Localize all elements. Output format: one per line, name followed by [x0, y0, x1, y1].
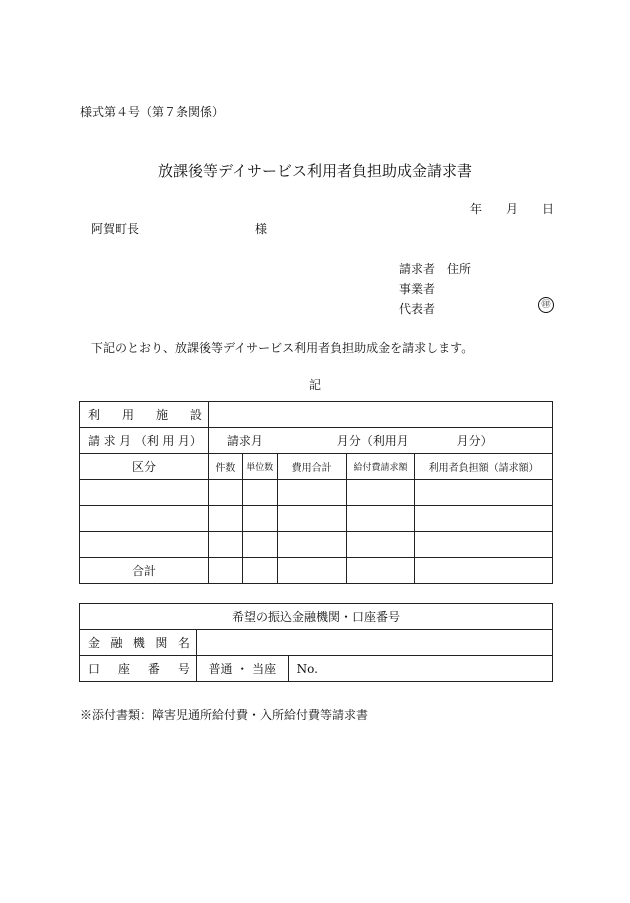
representative-label: 代表者 [399, 302, 436, 316]
institution-label-char: 名 [177, 636, 190, 650]
claimant-label: 請求者 [399, 262, 436, 276]
form-number: 様式第４号（第７条関係） [80, 105, 225, 119]
attachment-note: ※添付書類：障害児通所給付費・入所給付費等請求書 [80, 708, 369, 722]
bank-header: 希望の振込金融機関・口座番号 [80, 604, 553, 630]
date-day-label: 日 [541, 202, 554, 216]
account-label-char: 番 [147, 662, 160, 676]
table-cell[interactable] [277, 506, 346, 532]
table-cell[interactable] [242, 558, 277, 584]
facility-label-char: 用 [121, 408, 134, 422]
facility-label-char: 利 [88, 408, 101, 422]
institution-label-char: 機 [132, 636, 145, 650]
header-category: 区分 [80, 454, 209, 480]
seal-mark: ㊞ [538, 297, 554, 313]
account-number-cell[interactable] [288, 656, 552, 682]
account-label-char: 座 [117, 662, 130, 676]
table-cell[interactable] [242, 506, 277, 532]
institution-row [80, 630, 553, 656]
table-cell[interactable] [80, 532, 209, 558]
facility-value-cell[interactable] [208, 402, 552, 428]
date-line [470, 200, 554, 217]
account-no-label: No. [296, 661, 318, 676]
facility-label-char: 施 [155, 408, 168, 422]
table-cell[interactable] [415, 506, 553, 532]
account-row [80, 656, 553, 682]
table-cell[interactable] [277, 480, 346, 506]
claim-month-label-char: 用 [162, 434, 175, 448]
table-cell[interactable] [346, 480, 415, 506]
institution-label-char: 融 [110, 636, 123, 650]
header-user-burden: 利用者負担額（請求額） [415, 454, 553, 480]
claim-month-label-char: 月 [119, 434, 132, 448]
claim-month-label-char: 請 [88, 434, 101, 448]
claim-month-c: 月分） [456, 434, 493, 448]
date-year-label: 年 [470, 202, 483, 216]
table-cell[interactable] [415, 532, 553, 558]
account-label-char: 号 [177, 662, 190, 676]
table-row [80, 506, 553, 532]
bank-table [79, 603, 553, 682]
table-cell[interactable] [346, 506, 415, 532]
addressee-honorific: 様 [255, 222, 268, 236]
table-cell[interactable] [415, 558, 553, 584]
header-count: 件数 [208, 454, 242, 480]
facility-row [80, 402, 553, 428]
account-label-char: 口 [88, 662, 101, 676]
document-title: 放課後等デイサービス利用者負担助成金請求書 [158, 162, 472, 180]
table-row [80, 480, 553, 506]
account-label-cell [80, 656, 197, 682]
business-label: 事業者 [399, 282, 436, 296]
address-label: 住所 [447, 262, 472, 276]
header-units: 単位数 [242, 454, 277, 480]
table-cell[interactable] [242, 480, 277, 506]
institution-label-char: 金 [88, 636, 101, 650]
table-cell[interactable] [242, 532, 277, 558]
claimant-block [399, 259, 471, 319]
table-cell[interactable] [208, 480, 242, 506]
institution-label-cell [80, 630, 197, 656]
table-cell[interactable] [346, 532, 415, 558]
table-cell[interactable] [208, 558, 242, 584]
header-benefit-claim: 給付費請求額 [346, 454, 415, 480]
claim-month-label-cell [80, 428, 209, 454]
total-row [80, 558, 553, 584]
table-cell[interactable] [208, 532, 242, 558]
institution-value-cell[interactable] [196, 630, 552, 656]
body-text: 下記のとおり、放課後等デイサービス利用者負担助成金を請求します。 [91, 341, 474, 355]
claim-month-b: 月分（利用月 [336, 434, 409, 448]
claim-month-label-char: 月） [177, 434, 202, 448]
total-label: 合計 [80, 558, 209, 584]
institution-label-char: 関 [155, 636, 168, 650]
addressee-name: 阿賀町長 [91, 222, 140, 236]
table-row [80, 532, 553, 558]
claim-month-label-char: 求 [103, 434, 116, 448]
bank-header-row [80, 604, 553, 630]
table-cell[interactable] [277, 532, 346, 558]
table-cell[interactable] [277, 558, 346, 584]
date-month-label: 月 [505, 202, 518, 216]
table-cell[interactable] [80, 506, 209, 532]
account-type-cell[interactable]: 普通 ・ 当座 [196, 656, 288, 682]
table-cell[interactable] [80, 480, 209, 506]
claim-table [79, 401, 553, 584]
header-cost-total: 費用合計 [277, 454, 346, 480]
claim-month-a: 請求月 [226, 434, 263, 448]
facility-label-cell [80, 402, 209, 428]
facility-label-char: 設 [189, 408, 202, 422]
claim-month-row [80, 428, 553, 454]
claim-month-value-cell[interactable] [208, 428, 552, 454]
claim-month-label-char: （利 [134, 434, 159, 448]
table-cell[interactable] [346, 558, 415, 584]
table-cell[interactable] [208, 506, 242, 532]
addressee [91, 220, 268, 237]
ki-heading: 記 [308, 378, 321, 392]
table-cell[interactable] [415, 480, 553, 506]
header-row [80, 454, 553, 480]
